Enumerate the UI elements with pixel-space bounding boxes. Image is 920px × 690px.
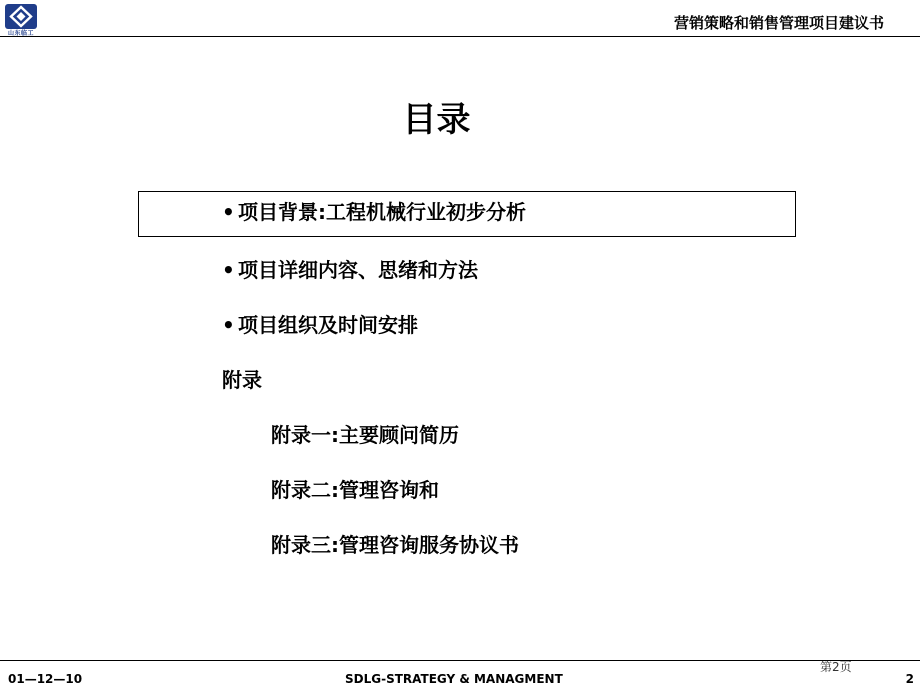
page-title: 目录 [402, 100, 471, 140]
document-title: 营销策略和销售管理项目建议书 [673, 14, 884, 32]
page-label: 第2页 [820, 660, 852, 674]
logo-emblem-icon [4, 3, 38, 30]
bullet-icon: • [222, 200, 235, 224]
header-divider [0, 36, 920, 37]
footer-date: 01—12—10 [8, 672, 83, 686]
agenda-item-label: 项目详细内容、思绪和方法 [238, 258, 478, 282]
appendix-heading: 附录 [222, 368, 262, 392]
agenda-item-background [222, 200, 526, 224]
company-logo [4, 3, 38, 37]
logo-text: 山东临工 [7, 30, 34, 37]
appendix-item-1: 附录一:主要顾问简历 [271, 423, 459, 447]
bullet-icon: • [222, 313, 235, 337]
agenda-item-organization [222, 313, 418, 337]
appendix-item-2: 附录二:管理咨询和 [271, 478, 439, 502]
agenda-item-details [222, 258, 478, 282]
footer-company-tagline: SDLG-STRATEGY & MANAGMENT [345, 672, 563, 686]
agenda-item-label: 项目组织及时间安排 [238, 313, 418, 337]
footer-page-number: 2 [905, 672, 914, 686]
bullet-icon: • [222, 258, 235, 282]
agenda-item-label: 项目背景:工程机械行业初步分析 [238, 200, 526, 224]
appendix-item-3: 附录三:管理咨询服务协议书 [271, 533, 519, 557]
footer-divider [0, 660, 920, 661]
